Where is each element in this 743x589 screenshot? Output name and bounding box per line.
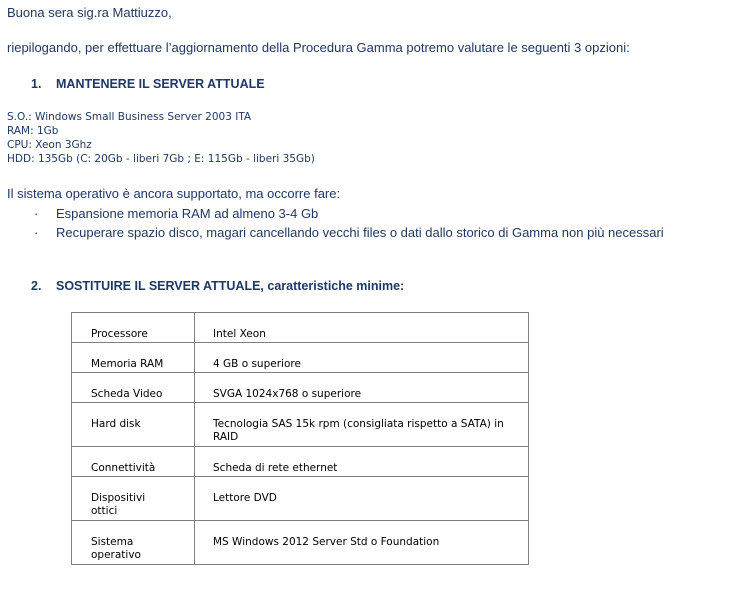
row-value: Lettore DVD — [195, 477, 529, 521]
option2-number: 2. — [31, 279, 42, 293]
table-row — [72, 447, 529, 477]
spec-hdd: HDD: 135Gb (C: 20Gb - liberi 7Gb ; E: 115Gb - liberi 35Gb) — [7, 153, 315, 165]
requirements-table — [71, 312, 529, 565]
intro-paragraph: riepilogando, per effettuare l’aggiornamento della Procedura Gamma potremo valutare le seguenti 3 opzioni: — [7, 40, 630, 55]
row-label: Memoria RAM — [72, 343, 195, 373]
table-row — [72, 521, 529, 565]
row-label: Dispositivi ottici — [72, 477, 195, 521]
row-value: Tecnologia SAS 15k rpm (consigliata rispetto a SATA) in RAID — [195, 403, 529, 447]
bullet-item: Espansione memoria RAM ad almeno 3-4 Gb — [56, 206, 319, 221]
bullet-symbol: · — [34, 225, 39, 240]
row-label: Processore — [72, 313, 195, 343]
spec-os: S.O.: Windows Small Business Server 2003 ITA — [7, 111, 252, 123]
table-row — [72, 373, 529, 403]
table-row — [72, 403, 529, 447]
bullet-symbol: · — [34, 206, 39, 221]
row-value: Scheda di rete ethernet — [195, 447, 529, 477]
table-row — [72, 313, 529, 343]
row-label: Connettività — [72, 447, 195, 477]
row-value: Intel Xeon — [195, 313, 529, 343]
row-value: 4 GB o superiore — [195, 343, 529, 373]
table-row — [72, 477, 529, 521]
spec-ram: RAM: 1Gb — [7, 125, 59, 137]
spec-cpu: CPU: Xeon 3Ghz — [7, 139, 92, 151]
row-label: Sistema operativo — [72, 521, 195, 565]
row-value: MS Windows 2012 Server Std o Foundation — [195, 521, 529, 565]
option1-number: 1. — [31, 77, 42, 91]
row-value: SVGA 1024x768 o superiore — [195, 373, 529, 403]
option2-title: SOSTITUIRE IL SERVER ATTUALE, caratteristiche minime: — [56, 279, 405, 293]
row-label: Scheda Video — [72, 373, 195, 403]
option1-note: Il sistema operativo è ancora supportato, ma occorre fare: — [7, 186, 341, 201]
bullet-item: Recuperare spazio disco, magari cancellando vecchi files o dati dallo storico di Gamma non più necessari — [56, 225, 664, 240]
table-row — [72, 343, 529, 373]
row-label: Hard disk — [72, 403, 195, 447]
option1-title: MANTENERE IL SERVER ATTUALE — [56, 77, 265, 91]
greeting: Buona sera sig.ra Mattiuzzo, — [7, 5, 172, 20]
